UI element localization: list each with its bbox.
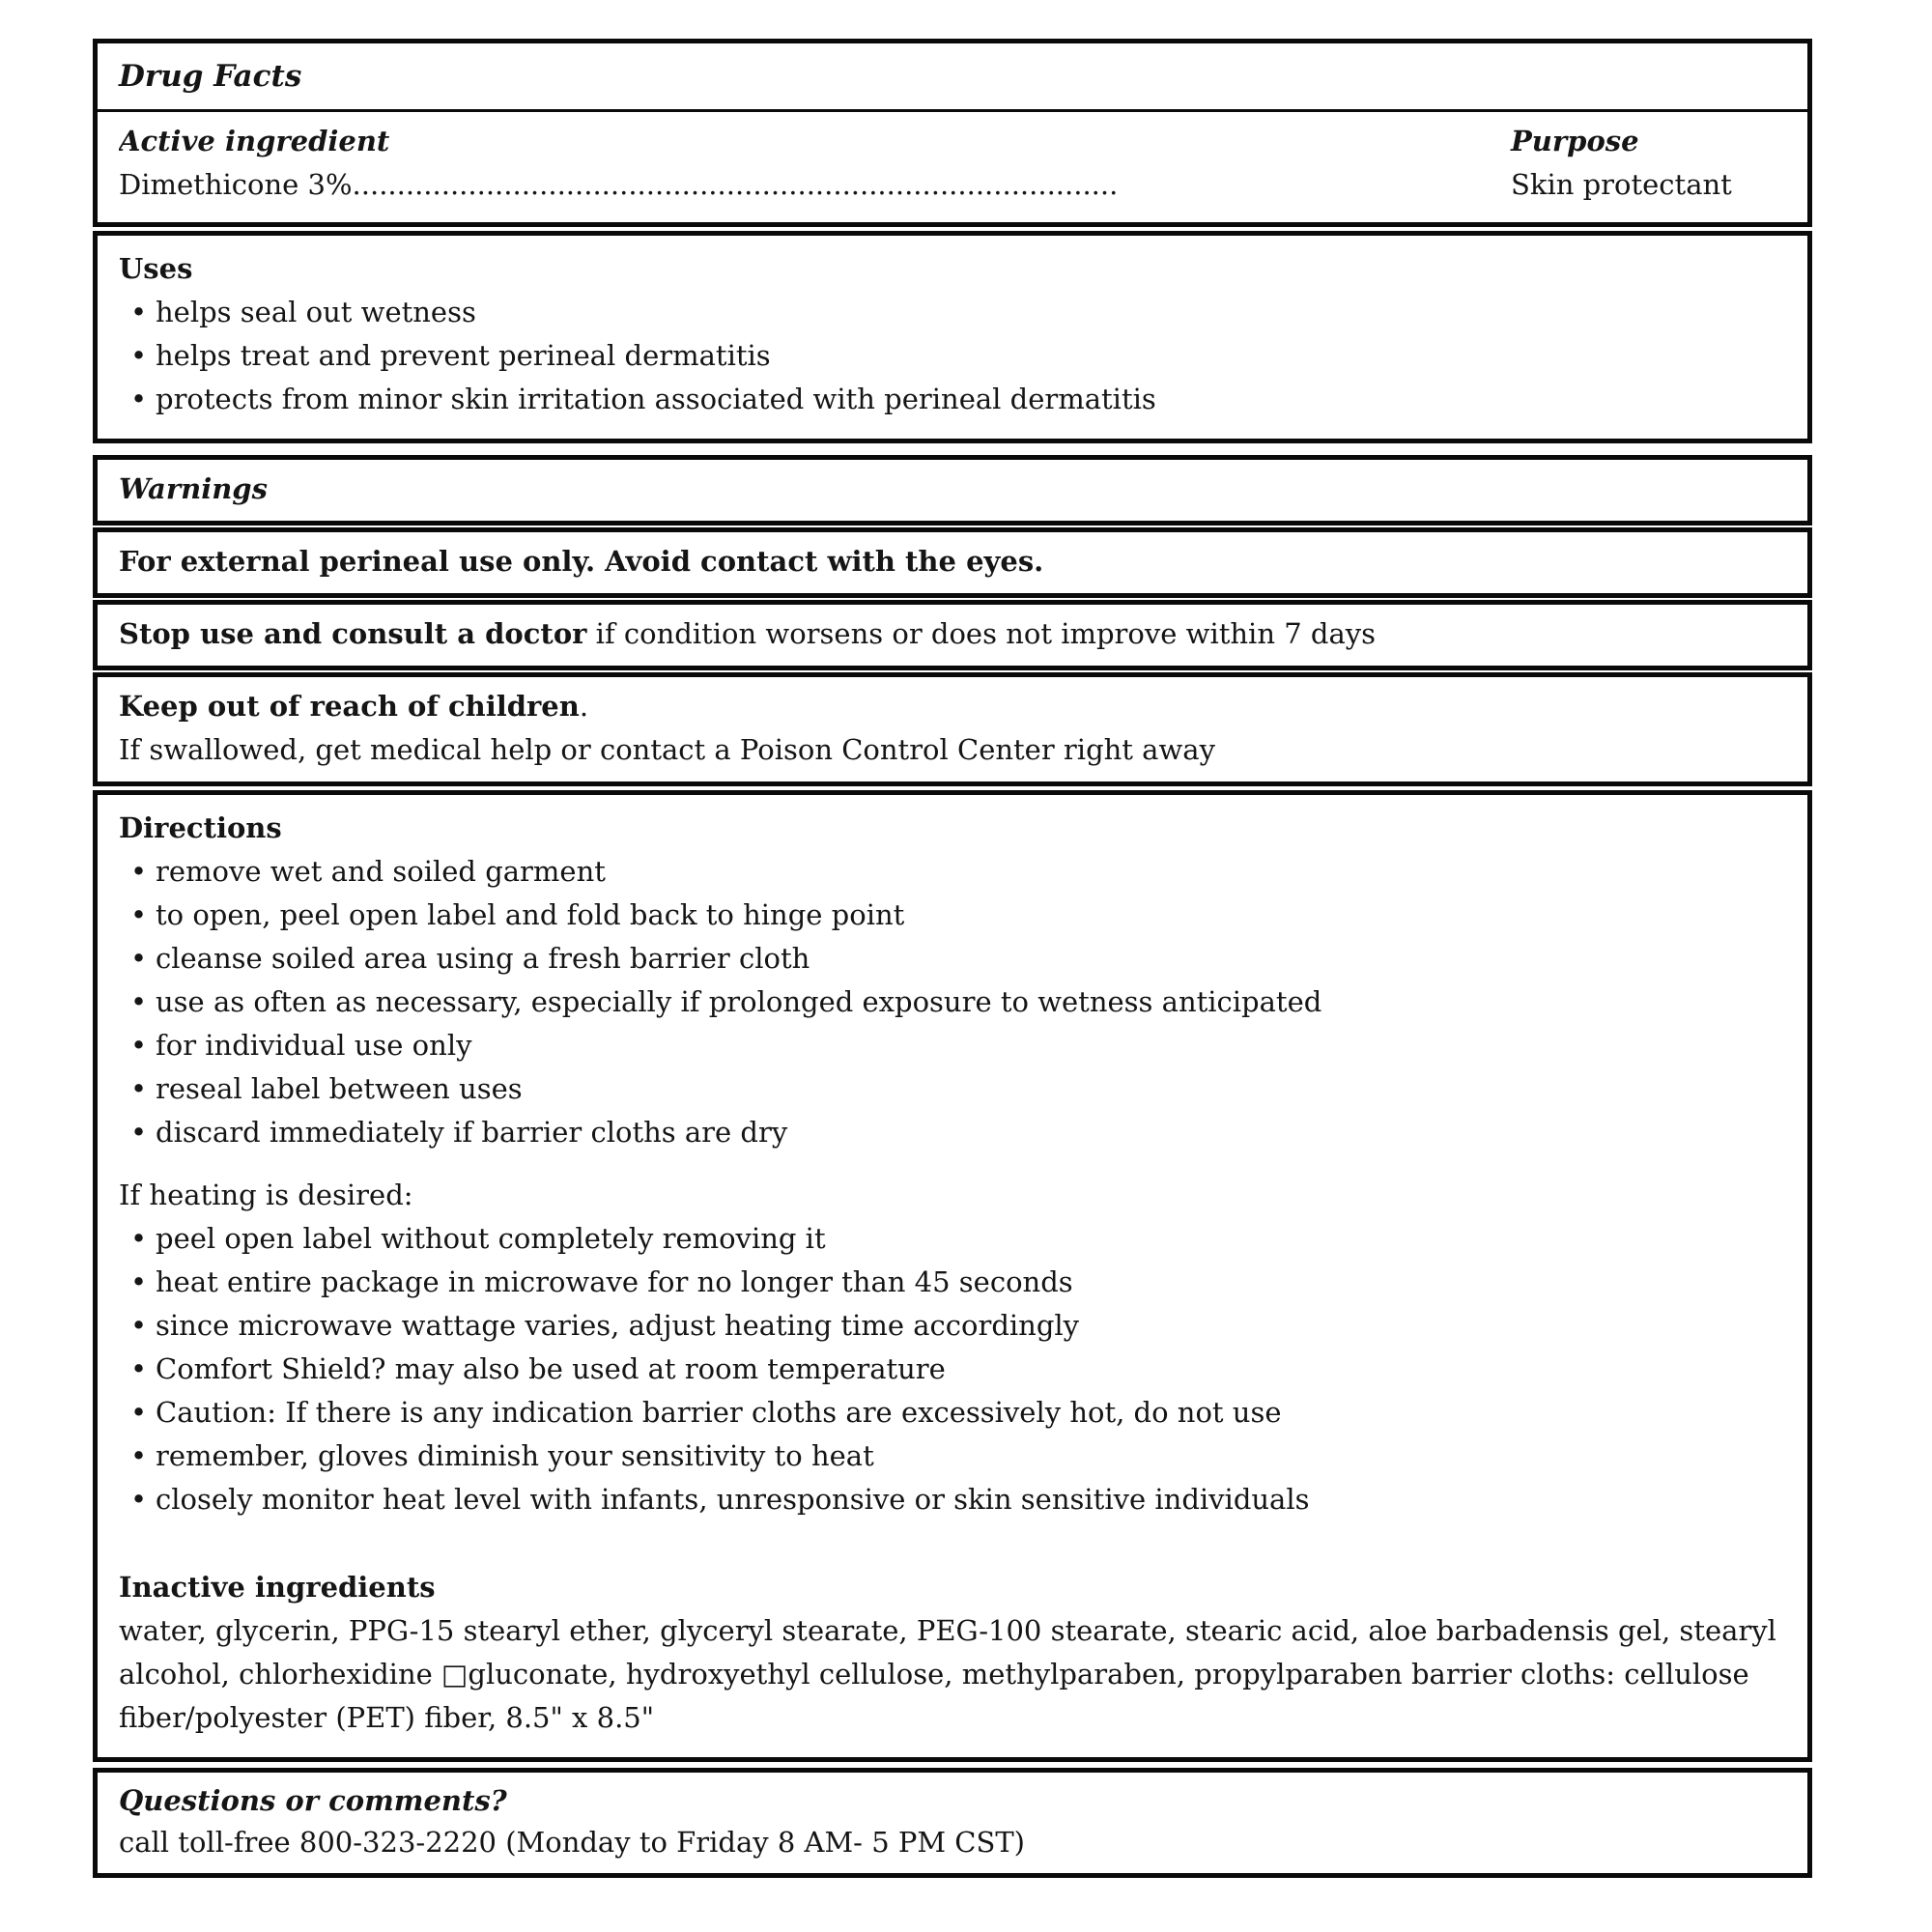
heating-intro: If heating is desired: [119, 1179, 413, 1211]
active-ingredient-value: Dimethicone 3%...................................................................................... [119, 168, 1119, 201]
heating-item: • remember, gloves diminish your sensitivity to heat [119, 1435, 1786, 1478]
drug-facts-title: Drug Facts [119, 59, 302, 94]
purpose-heading: Purpose [1511, 125, 1639, 157]
heating-item: • heat entire package in microwave for no longer than 45 seconds [119, 1261, 1786, 1304]
uses-item: • helps seal out wetness [119, 291, 1786, 334]
purpose-value: Skin protectant [1511, 168, 1732, 201]
heating-item: • peel open label without completely removing it [119, 1217, 1786, 1261]
active-ingredient-row [98, 109, 1807, 222]
directions-heading: Directions [119, 811, 282, 844]
heating-item: • Comfort Shield? may also be used at room temperature [119, 1348, 1786, 1391]
uses-item: • protects from minor skin irritation associated with perineal dermatitis [119, 378, 1786, 421]
warnings-header-box [93, 455, 1812, 526]
external-use-box [93, 527, 1812, 598]
purpose-column [1511, 120, 1786, 207]
stop-use-warning [119, 612, 1786, 656]
directions-item: • cleanse soiled area using a fresh barrier cloth [119, 937, 1786, 980]
questions-heading: Questions or comments? [119, 1784, 507, 1817]
keep-out-warning-line2: If swallowed, get medical help or contact a Poison Control Center right away [119, 733, 1215, 766]
keep-out-box [93, 672, 1812, 786]
directions-item: • to open, peel open label and fold back to hinge point [119, 894, 1786, 937]
stop-use-warning-bold: Stop use and consult a doctor [119, 617, 587, 650]
directions-item: • reseal label between uses [119, 1067, 1786, 1111]
directions-box [93, 790, 1812, 1762]
header-box [93, 39, 1812, 227]
drug-facts-label [93, 39, 1812, 1878]
external-use-warning: For external perineal use only. Avoid contact with the eyes. [119, 545, 1044, 578]
directions-item: • discard immediately if barrier cloths are dry [119, 1111, 1786, 1154]
active-ingredient-column [119, 120, 1511, 207]
heating-item: • Caution: If there is any indication barrier cloths are excessively hot, do not use [119, 1391, 1786, 1435]
uses-item: • helps treat and prevent perineal dermatitis [119, 334, 1786, 378]
directions-list [119, 850, 1786, 1154]
heating-list [119, 1217, 1786, 1521]
warnings-heading: Warnings [119, 472, 268, 505]
uses-heading: Uses [119, 252, 193, 285]
inactive-ingredients-text: water, glycerin, PPG-15 stearyl ether, glyceryl stearate, PEG-100 stearate, stearic acid, aloe barbadensis gel, stearyl alcohol, chlorhexidine □gluconate, hydroxyethyl cellulose, methylparaben, propylparaben barrier cloths: cellulose fiber/polyester (PET) fiber, 8.5" x 8.5" [119, 1614, 1776, 1734]
uses-box [93, 231, 1812, 443]
inactive-ingredients-heading: Inactive ingredients [119, 1571, 436, 1604]
directions-item: • use as often as necessary, especially if prolonged exposure to wetness anticipated [119, 980, 1786, 1024]
directions-item: • remove wet and soiled garment [119, 850, 1786, 894]
uses-list [119, 291, 1786, 421]
stop-use-warning-rest: if condition worsens or does not improve within 7 days [586, 617, 1377, 650]
heating-item: • since microwave wattage varies, adjust heating time accordingly [119, 1304, 1786, 1348]
heating-item: • closely monitor heat level with infants, unresponsive or skin sensitive individuals [119, 1478, 1786, 1521]
questions-box [93, 1768, 1812, 1878]
keep-out-warning-punct: . [579, 690, 589, 723]
keep-out-warning-bold: Keep out of reach of children [119, 690, 580, 723]
stop-use-box [93, 600, 1812, 670]
questions-phone: call toll-free 800-323-2220 (Monday to Friday 8 AM- 5 PM CST) [119, 1826, 1025, 1859]
active-ingredient-heading: Active ingredient [119, 125, 390, 157]
directions-item: • for individual use only [119, 1024, 1786, 1067]
keep-out-warning [119, 685, 1786, 728]
